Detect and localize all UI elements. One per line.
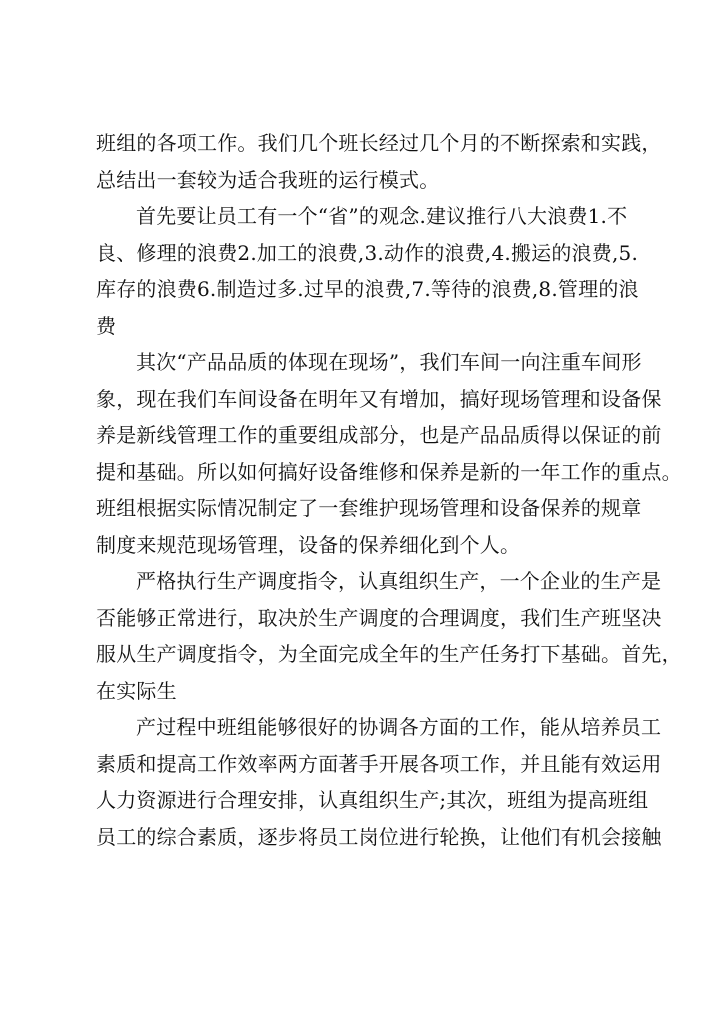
text-line: 人力资源进行合理安排，认真组织生产;其次，班组为提高班组 [96, 788, 649, 812]
text-line: 库存的浪费6.制造过多.过早的浪费,7.等待的浪费,8.管理的浪 [96, 277, 639, 301]
text-line: 班组的各项工作。我们几个班长经过几个月的不断探索和实践， [96, 131, 662, 155]
text-line: 象，现在我们车间设备在明年又有增加，搞好现场管理和设备保 [96, 386, 662, 411]
text-line: 其次“产品品质的体现在现场”，我们车间一向注重车间形 [136, 350, 642, 374]
text-line: 严格执行生产调度指令，认真组织生产，一个企业的生产是 [136, 569, 662, 593]
text-line: 养是新线管理工作的重要组成部分，也是产品品质得以保证的前 [96, 423, 662, 447]
text-line: 产过程中班组能够很好的协调各方面的工作，能从培养员工 [136, 715, 662, 739]
text-line: 费 [96, 313, 117, 338]
text-line: 素质和提高工作效率两方面著手开展各项工作，并且能有效运用 [96, 751, 662, 776]
text-line: 否能够正常进行，取决於生产调度的合理调度，我们生产班坚决 [96, 605, 662, 630]
text-line: 提和基础。所以如何搞好设备维修和保养是新的一年工作的重点。 [96, 459, 682, 484]
text-line: 良、修理的浪费2.加工的浪费,3.动作的浪费,4.搬运的浪费,5. [96, 240, 638, 265]
text-line: 在实际生 [96, 678, 177, 703]
text-line: 服从生产调度指令，为全面完成全年的生产任务打下基础。首先， [96, 642, 682, 666]
text-line: 制度来规范现场管理，设备的保养细化到个人。 [96, 532, 521, 557]
text-line: 总结出一套较为适合我班的运行模式。 [96, 167, 440, 192]
text-line: 员工的综合素质，逐步将员工岗位进行轮换，让他们有机会接触 [96, 824, 662, 849]
text-line: 班组根据实际情况制定了一套维护现场管理和设备保养的规章 [96, 496, 642, 520]
text-line: 首先要让员工有一个“省”的观念.建议推行八大浪费1.不 [136, 204, 628, 228]
document-body [96, 125, 682, 855]
